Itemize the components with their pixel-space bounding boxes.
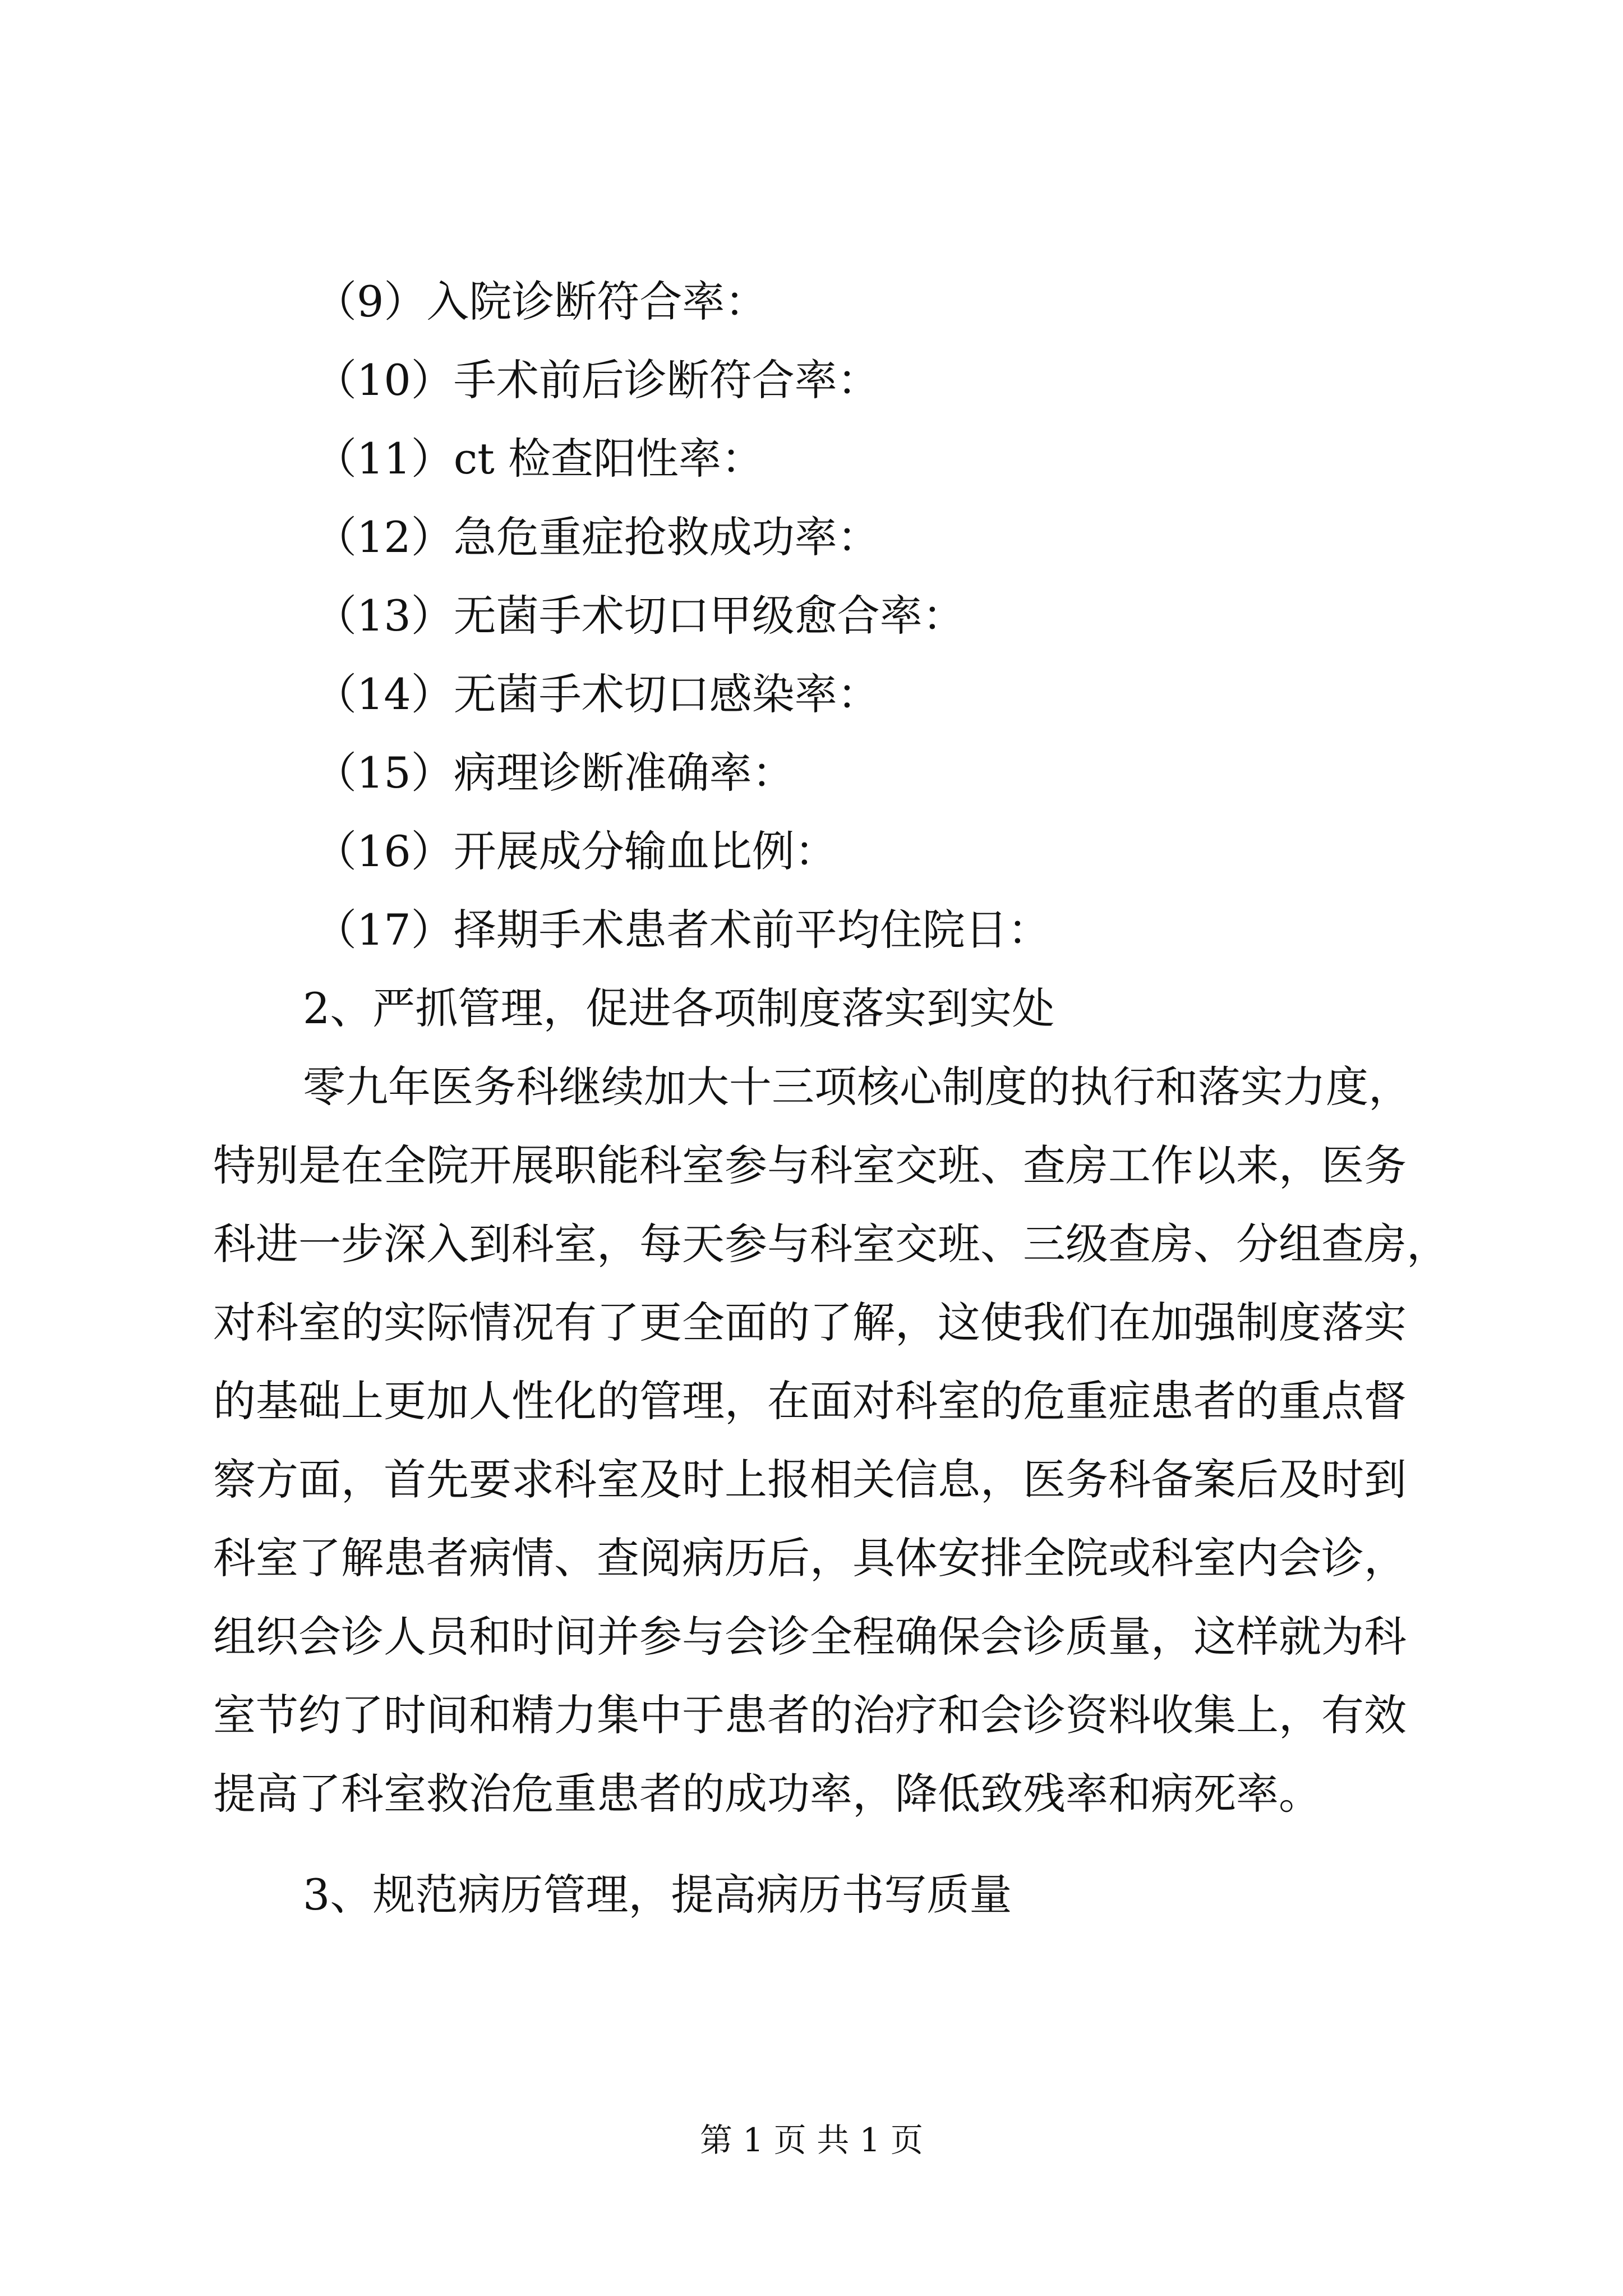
list-item-11: （11）ct 检查阳性率： (314, 434, 764, 484)
paragraph-line: 零九年医务科继续加大十三项核心制度的执行和落实力度， (303, 1062, 1411, 1112)
list-item-13: （13）无菌手术切口甲级愈合率： (314, 591, 965, 641)
section-3-heading: 3、规范病历管理，提高病历书写质量 (303, 1870, 1012, 1920)
paragraph-line: 对科室的实际情况有了更全面的了解，这使我们在加强制度落实 (213, 1297, 1407, 1347)
paragraph-line: 察方面，首先要求科室及时上报相关信息，医务科备案后及时到 (213, 1455, 1407, 1504)
paragraph-line: 的基础上更加人性化的管理，在面对科室的危重症患者的重点督 (213, 1376, 1407, 1426)
list-item-10: （10）手术前后诊断符合率： (314, 355, 880, 405)
paragraph-line: 提高了科室救治危重患者的成功率，降低致残率和病死率。 (213, 1769, 1321, 1819)
list-item-17: （17）择期手术患者术前平均住院日： (314, 905, 1050, 955)
paragraph-line: 特别是在全院开展职能科室参与科室交班、查房工作以来，医务 (213, 1140, 1407, 1190)
paragraph-line: 组织会诊人员和时间并参与会诊全程确保会诊质量，这样就为科 (213, 1612, 1407, 1662)
section-2-heading: 2、严抓管理，促进各项制度落实到实处 (303, 983, 1055, 1033)
list-item-15: （15）病理诊断准确率： (314, 748, 795, 798)
page-footer: 第 1 页 共 1 页 (700, 2121, 923, 2159)
list-item-9: （9）入院诊断符合率： (314, 277, 768, 326)
list-item-14: （14）无菌手术切口感染率： (314, 669, 880, 719)
list-item-16: （16）开展成分输血比例： (314, 826, 837, 876)
paragraph-line: 室节约了时间和精力集中于患者的治疗和会诊资料收集上，有效 (213, 1690, 1407, 1740)
paragraph-line: 科进一步深入到科室，每天参与科室交班、三级查房、分组查房， (213, 1219, 1449, 1269)
paragraph-line: 科室了解患者病情、查阅病历后，具体安排全院或科室内会诊， (213, 1533, 1407, 1583)
list-item-12: （12）急危重症抢救成功率： (314, 512, 880, 562)
